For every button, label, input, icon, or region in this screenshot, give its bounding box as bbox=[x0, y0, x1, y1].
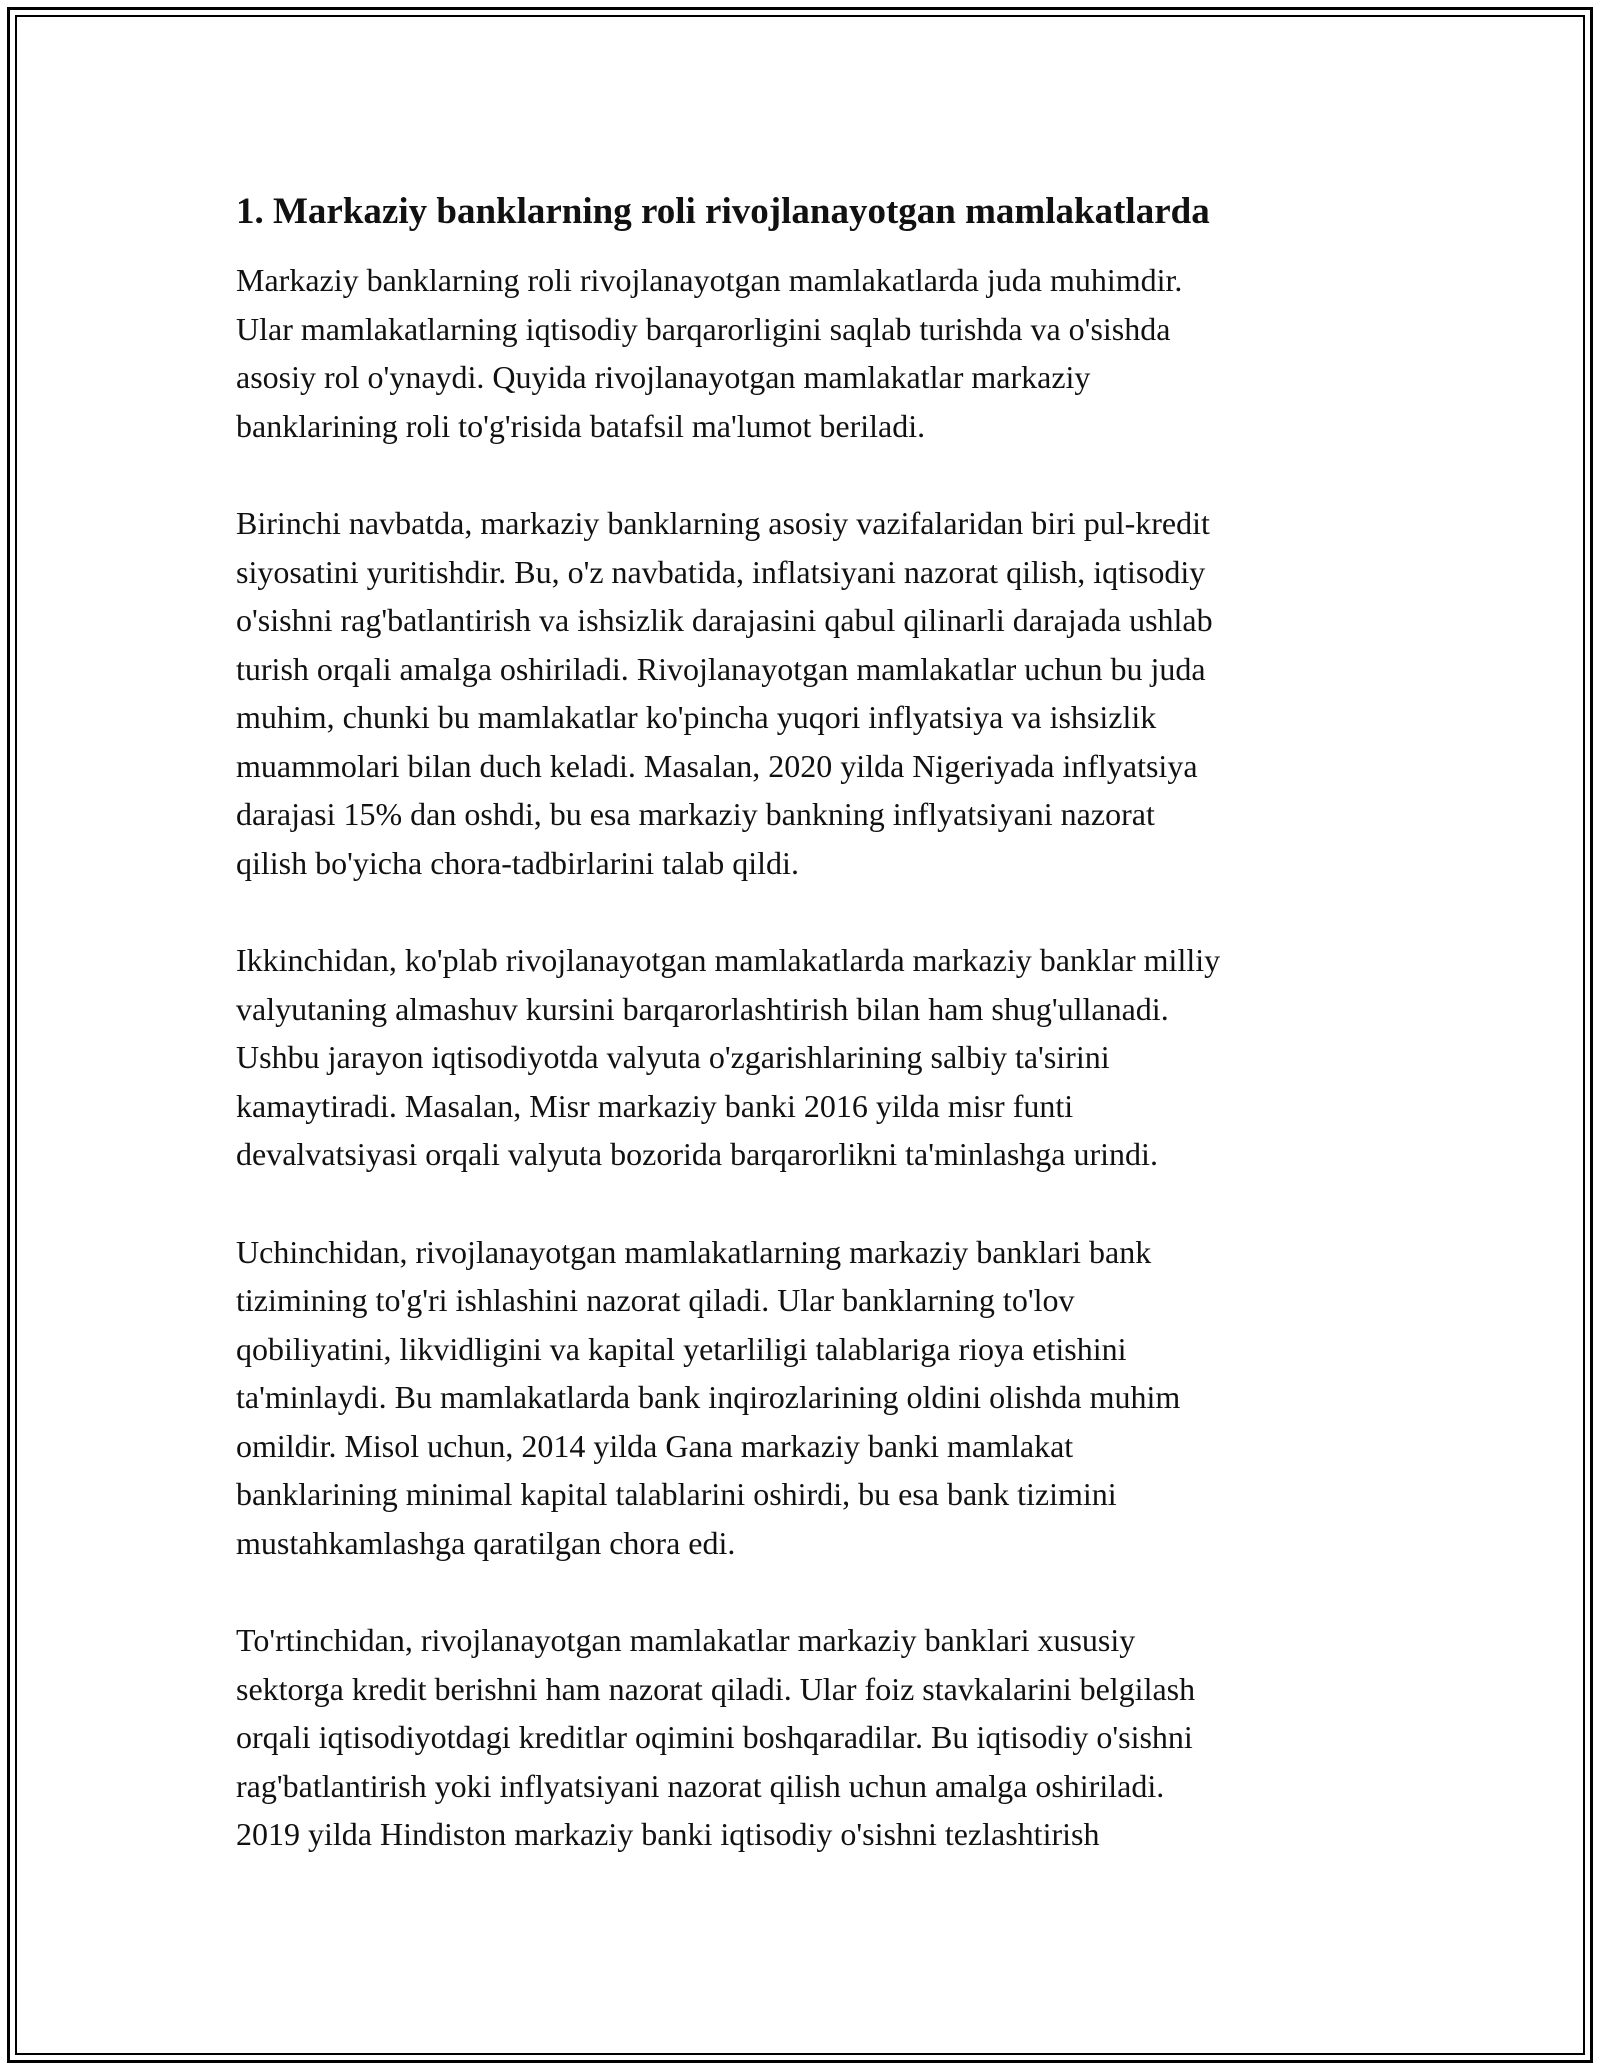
paragraph-line: banklarining minimal kapital talablarini oshirdi, bu esa bank tizimini bbox=[236, 1476, 1117, 1512]
paragraph-line: orqali iqtisodiyotdagi kreditlar oqimini boshqaradilar. Bu iqtisodiy o'sishni bbox=[236, 1719, 1193, 1755]
paragraph-line: omildir. Misol uchun, 2014 yilda Gana markaziy banki mamlakat bbox=[236, 1427, 1074, 1464]
document-body bbox=[236, 188, 1396, 1908]
paragraph bbox=[236, 499, 1396, 887]
paragraph-line: Birinchi navbatda, markaziy banklarning asosiy vazifalaridan biri pul-kredit bbox=[236, 505, 1210, 541]
paragraph-line: banklarining roli to'g'risida batafsil ma'lumot beriladi. bbox=[236, 407, 926, 444]
paragraph bbox=[236, 936, 1396, 1179]
paragraph-line: kamaytiradi. Masalan, Misr markaziy banki 2016 yilda misr funti bbox=[236, 1087, 1074, 1124]
paragraph-line: o'sishni rag'batlantirish va ishsizlik darajasini qabul qilinarli darajada ushlab bbox=[236, 602, 1213, 638]
paragraph-line: Ushbu jarayon iqtisodiyotda valyuta o'zgarishlarining salbiy ta'sirini bbox=[236, 1039, 1110, 1075]
paragraph bbox=[236, 256, 1396, 450]
paragraph-line: rag'batlantirish yoki inflyatsiyani nazorat qilish uchun amalga oshiriladi. bbox=[236, 1767, 1165, 1804]
paragraph bbox=[236, 1616, 1396, 1859]
paragraph-line: To'rtinchidan, rivojlanayotgan mamlakatlar markaziy banklari xususiy bbox=[236, 1622, 1136, 1658]
paragraph-line: qobiliyatini, likvidligini va kapital yetarliligi talablariga rioya etishini bbox=[236, 1330, 1127, 1367]
paragraph-line: turish orqali amalga oshiriladi. Rivojlanayotgan mamlakatlar uchun bu juda bbox=[236, 650, 1206, 687]
paragraph-line: devalvatsiyasi orqali valyuta bozorida barqarorlikni ta'minlashga urindi. bbox=[236, 1136, 1158, 1172]
paragraph-line: asosiy rol o'ynaydi. Quyida rivojlanayotgan mamlakatlar markaziy bbox=[236, 359, 1091, 395]
section-heading: 1. Markaziy banklarning roli rivojlanayotgan mamlakatlarda bbox=[236, 191, 1210, 232]
paragraph-line: muhim, chunki bu mamlakatlar ko'pincha yuqori inflyatsiya va ishsizlik bbox=[236, 699, 1157, 735]
paragraph-line: darajasi 15% dan oshdi, bu esa markaziy bankning inflyatsiyani nazorat bbox=[236, 796, 1155, 832]
paragraph-line: 2019 yilda Hindiston markaziy banki iqtisodiy o'sishni tezlashtirish bbox=[236, 1816, 1100, 1852]
paragraph-line: Uchinchidan, rivojlanayotgan mamlakatlarning markaziy banklari bank bbox=[236, 1233, 1152, 1270]
paragraph bbox=[236, 1228, 1396, 1568]
paragraph-line: Markaziy banklarning roli rivojlanayotgan mamlakatlarda juda muhimdir. bbox=[236, 262, 1183, 298]
paragraph-line: ta'minlaydi. Bu mamlakatlarda bank inqirozlarining oldini olishda muhim bbox=[236, 1379, 1181, 1415]
paragraph-line: qilish bo'yicha chora-tadbirlarini talab qildi. bbox=[236, 844, 799, 881]
paragraph-line: sektorga kredit berishni ham nazorat qiladi. Ular foiz stavkalarini belgilash bbox=[236, 1670, 1196, 1707]
paragraph-line: tizimining to'g'ri ishlashini nazorat qiladi. Ular banklarning to'lov bbox=[236, 1282, 1075, 1318]
paragraph-line: Ular mamlakatlarning iqtisodiy barqarorligini saqlab turishda va o'sishda bbox=[236, 310, 1171, 347]
paragraph-line: muammolari bilan duch keladi. Masalan, 2020 yilda Nigeriyada inflyatsiya bbox=[236, 747, 1198, 784]
paragraph-line: siyosatini yuritishdir. Bu, o'z navbatida, inflatsiyani nazorat qilish, iqtisodiy bbox=[236, 553, 1206, 590]
paragraph-line: valyutaning almashuv kursini barqarorlashtirish bilan ham shug'ullanadi. bbox=[236, 990, 1169, 1027]
paragraph-line: Ikkinchidan, ko'plab rivojlanayotgan mamlakatlarda markaziy banklar milliy bbox=[236, 942, 1221, 978]
paragraphs-container bbox=[236, 256, 1396, 1859]
paragraph-line: mustahkamlashga qaratilgan chora edi. bbox=[236, 1524, 736, 1561]
